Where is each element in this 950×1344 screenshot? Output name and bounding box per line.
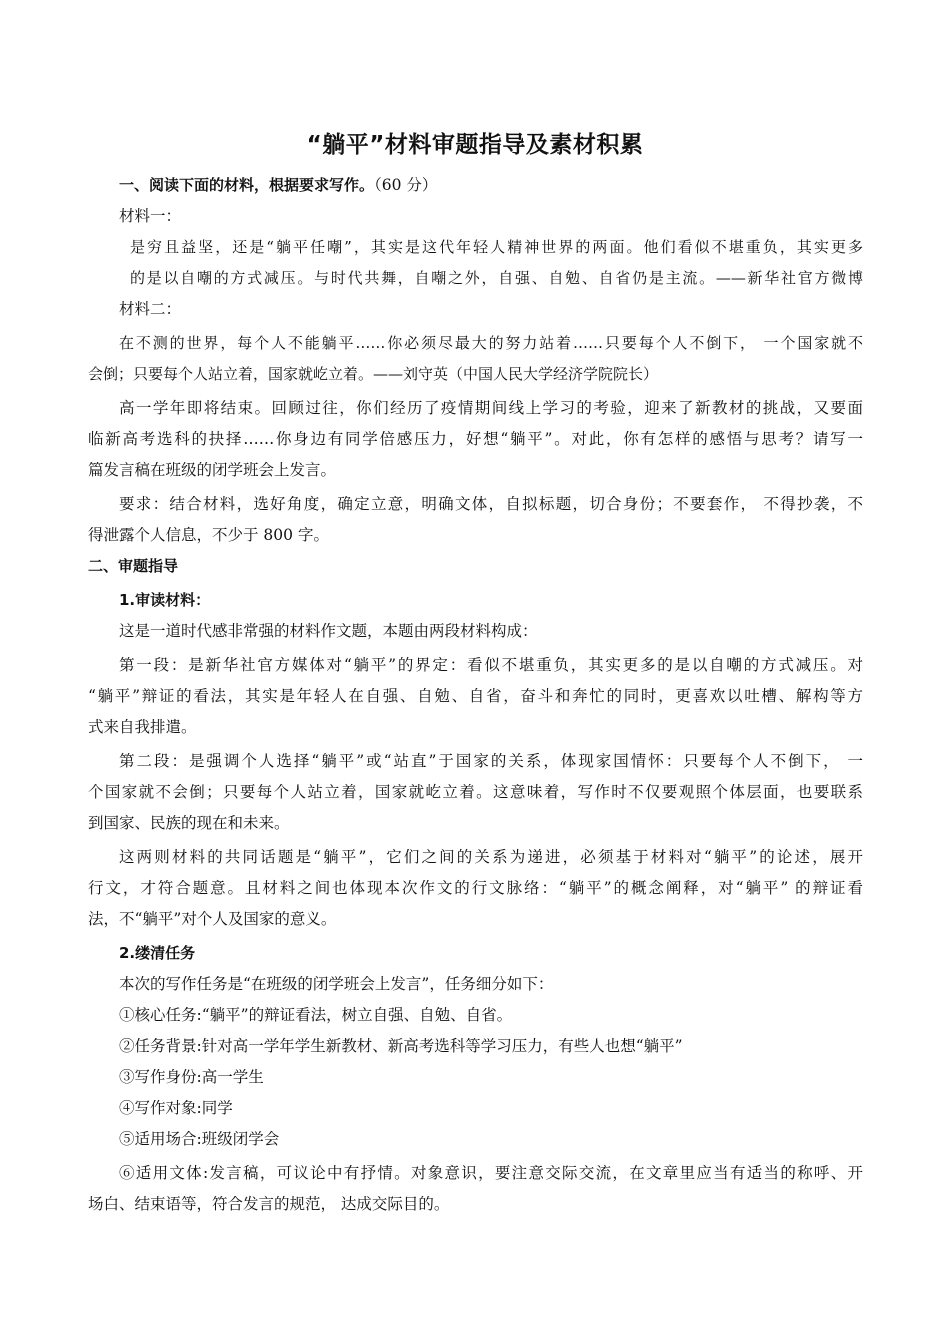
- subheading-read-material: 1.审读材料：: [119, 591, 211, 609]
- task-item: ③写作身份:高一学生: [119, 1068, 264, 1086]
- analysis-paragraph-line: 第二段：是强调个人选择“躺平”或“站直”于国家的关系，体现家国情怀：只要每个人不倒下， 一: [119, 752, 863, 770]
- material2-line: 在不测的世界，每个人不能躺平……你必须尽最大的努力站着……只要每个人不倒下， 一个国家就不: [119, 334, 863, 352]
- page-title: “躺平”材料审题指导及素材积累: [306, 132, 644, 158]
- task-intro: 本次的写作任务是“在班级的闭学班会上发言”，任务细分如下：: [119, 975, 554, 993]
- section1-score: （60 分）: [374, 176, 438, 194]
- requirements-line: 得泄露个人信息，不少于 800 字。: [88, 526, 329, 544]
- analysis-paragraph-line: 行文，才符合题意。且材料之间也体现本次作文的行文脉络：“躺平”的概念阐释，对“躺平” 的辩证看: [88, 879, 863, 897]
- analysis-paragraph-line: 式来自我排遣。: [88, 718, 197, 736]
- analysis-paragraph-line: 法，不“躺平”对个人及国家的意义。: [88, 910, 337, 928]
- analysis-paragraph-line: 到国家、民族的现在和未来。: [88, 814, 290, 832]
- material1-line: 的是以自嘲的方式减压。与时代共舞，自嘲之外，自强、自勉、自省仍是主流。——新华社官方微博: [130, 269, 863, 287]
- analysis-paragraph-line: 第一段：是新华社官方媒体对“躺平”的界定：看似不堪重负，其实更多的是以自嘲的方式减压。对: [119, 656, 863, 674]
- material2-label: 材料二：: [119, 300, 182, 318]
- section1-heading: 一、阅读下面的材料，根据要求写作。: [119, 176, 375, 194]
- section2-heading: 二、审题指导: [88, 557, 179, 575]
- task-item: ⑤适用场合:班级闭学会: [119, 1130, 280, 1148]
- analysis-paragraph-line: 个国家就不会倒；只要每个人站立着，国家就屹立着。这意味着，写作时不仅要观照个体层面，也要联系: [88, 783, 863, 801]
- requirements-line: 要求：结合材料，选好角度，确定立意，明确文体，自拟标题，切合身份；不要套作， 不得抄袭，不: [119, 495, 863, 513]
- material2-line: 会倒；只要每个人站立着，国家就屹立着。——刘守英（中国人民大学经济学院院长）: [88, 365, 659, 383]
- section1-heading-row: [119, 175, 437, 195]
- task-item: ②任务背景:针对高一学年学生新教材、新高考选科等学习压力，有些人也想“躺平”: [119, 1037, 683, 1055]
- prompt-paragraph-line: 篇发言稿在班级的闭学班会上发言。: [88, 461, 337, 479]
- material1-label: 材料一：: [119, 207, 182, 225]
- analysis-intro: 这是一道时代感非常强的材料作文题，本题由两段材料构成：: [119, 622, 538, 640]
- task-item: ④写作对象:同学: [119, 1099, 233, 1117]
- task-item: ①核心任务:“躺平”的辩证看法，树立自强、自勉、自省。: [119, 1006, 513, 1024]
- material1-line: 是穷且益坚，还是“躺平任嘲”，其实是这代年轻人精神世界的两面。他们看似不堪重负，其实更多: [130, 238, 863, 256]
- subheading-clarify-task: 2.缕清任务: [119, 944, 196, 962]
- analysis-paragraph-line: 这两则材料的共同话题是“躺平”，它们之间的关系为递进，必须基于材料对“躺平”的论述，展开: [119, 848, 863, 866]
- task-item-continued: 场白、结束语等，符合发言的规范， 达成交际目的。: [88, 1195, 450, 1213]
- prompt-paragraph-line: 临新高考选科的抉择……你身边有同学倍感压力，好想“躺平”。对此，你有怎样的感悟与思考？请写一: [88, 430, 863, 448]
- task-item: ⑥适用文体:发言稿，可议论中有抒情。对象意识，要注意交际交流，在文章里应当有适当的称呼、开: [119, 1164, 863, 1182]
- analysis-paragraph-line: “躺平”辩证的看法，其实是年轻人在自强、自勉、自省，奋斗和奔忙的同时，更喜欢以吐槽、解构等方: [88, 687, 863, 705]
- prompt-paragraph-line: 高一学年即将结束。回顾过往，你们经历了疫情期间线上学习的考验，迎来了新教材的挑战，又要面: [119, 399, 863, 417]
